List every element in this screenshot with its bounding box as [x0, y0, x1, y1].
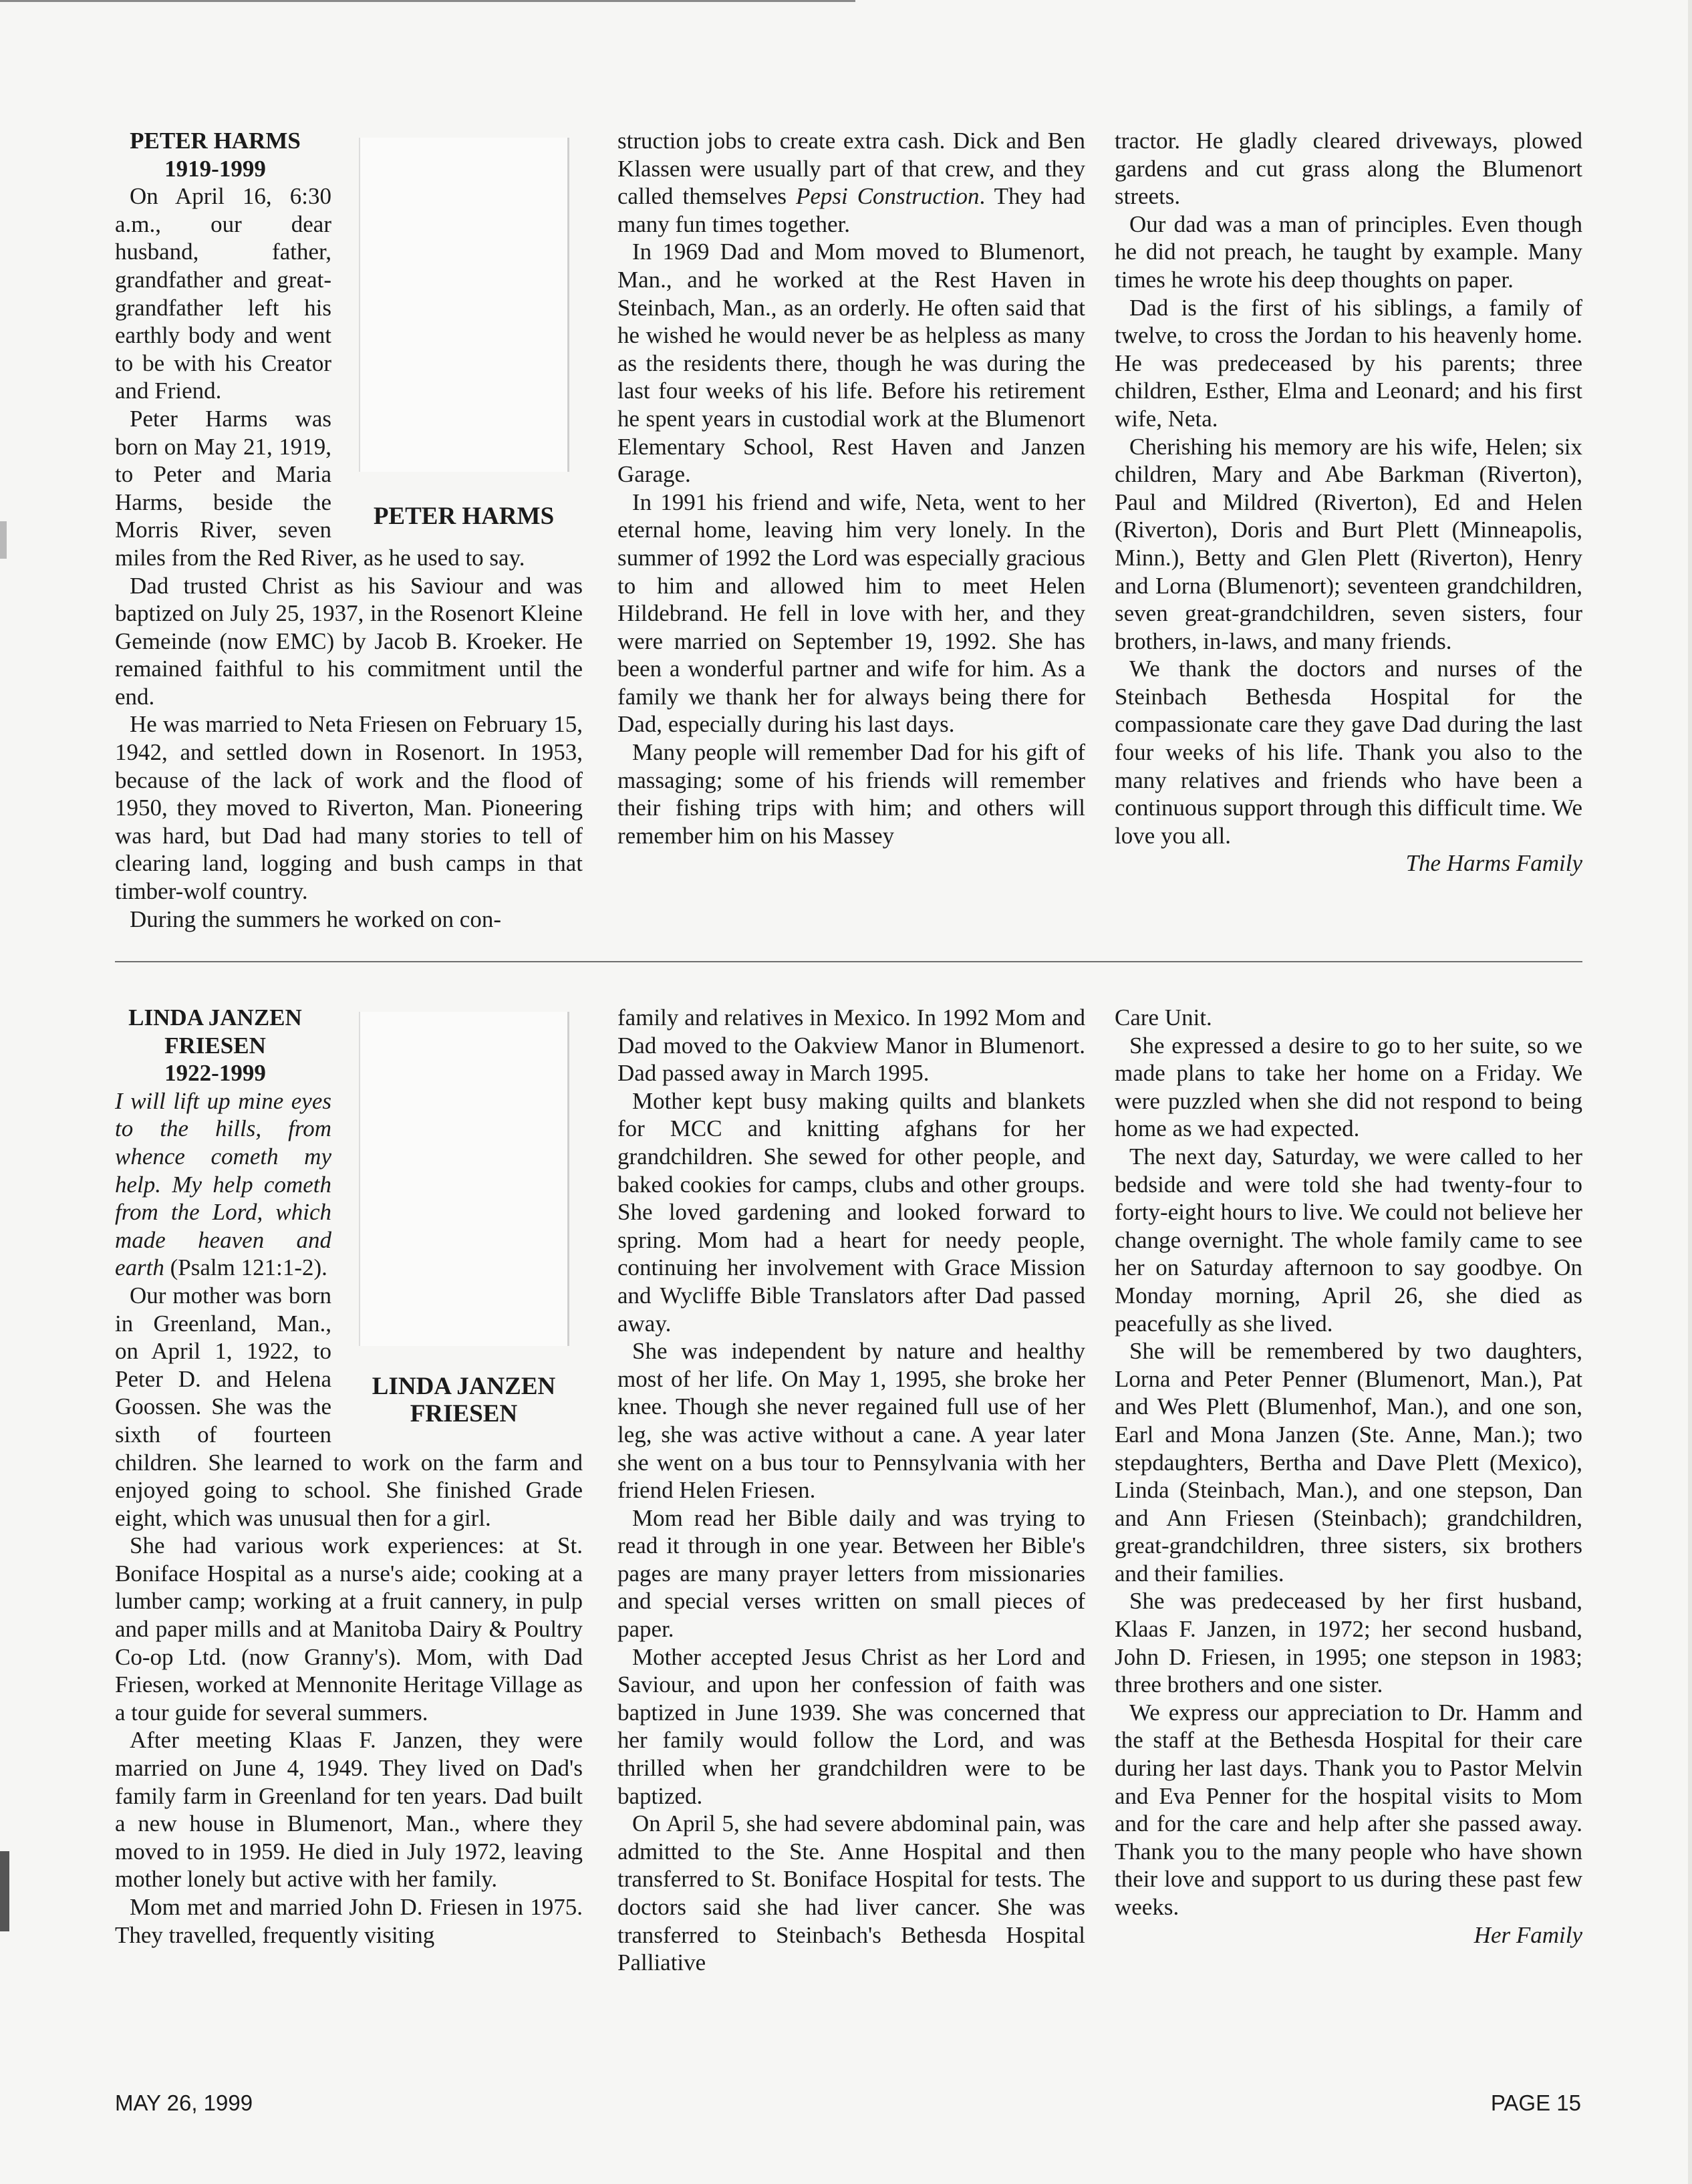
obit1-paragraph-continued: tractor. He gladly cleared driveways, plowed gardens and cut grass along the Blumenort streets. — [1115, 128, 1582, 210]
obit2-verse-reference: (Psalm 121:1-2). — [164, 1254, 327, 1281]
obit2-paragraph: She had various work experiences: at St. Boniface Hospital as a nurse's aide; cooking at a lumber camp; working at a fruit cannery, in pulp and paper mills and at Manitoba Dairy & Poultry Co-op Ltd. (now Granny's). Mom, with Dad Friesen, worked at Mennonite Heritage Village as a tour guide for several summers. — [115, 1532, 583, 1726]
section-divider — [115, 961, 1582, 962]
obit1-name: PETER HARMS — [130, 128, 301, 154]
obit2-paragraph: We express our appreciation to Dr. Hamm and the staff at the Bethesda Hospital for their care during her last days. Thank you to Pastor Melvin and Eva Penner for the hospital visits to Mom and for the care and help after she passed away. Thank you to the many people who have shown their love and support to us during these past few weeks. — [1115, 1699, 1582, 1920]
obit2-paragraph: She expressed a desire to go to her suite, so we made plans to take her home on a Friday. We were puzzled when she did not respond to being home as we had expected. — [1115, 1032, 1582, 1142]
scan-mark — [0, 521, 7, 559]
obit2-verse-text: I will lift up mine eyes to the hills, from whence cometh my help. My help cometh from the Lord, which made heaven and earth — [115, 1087, 331, 1281]
obit1-photo-caption: PETER HARMS — [373, 503, 555, 530]
page-edge-shadow — [1688, 0, 1692, 2184]
obit2-paragraph: She was independent by nature and healthy most of her life. On May 1, 1995, she broke her knee. Though she never regained full use of her leg, she was active without a cane. A year later she went on a bus tour to Pennsylvania with her friend Helen Friesen. — [617, 1338, 1085, 1504]
obit2-column-2 — [617, 1004, 1085, 1977]
obit1-paragraph-continued — [617, 127, 1085, 238]
obit1-paragraph: Our dad was a man of principles. Even though he did not preach, he taught by example. Many times he wrote his deep thoughts on paper. — [1115, 211, 1582, 293]
obit2-paragraph: Mom read her Bible daily and was trying to read it through in one year. Between her Bible's pages are many prayer letters from missionaries and special verses written on small pieces of paper. — [617, 1504, 1085, 1643]
obit2-photo — [345, 1012, 583, 1427]
obit1-paragraph: Dad is the first of his siblings, a family of twelve, to cross the Jordan to his heavenly home. He was predeceased by his parents; three children, Esther, Elma and Leonard; and his first wife, Neta. — [1115, 294, 1582, 432]
top-edge-line — [0, 0, 855, 2]
obit2-photo-caption-line: LINDA JANZEN — [372, 1373, 556, 1400]
obit1-paragraph: We thank the doctors and nurses of the Steinbach Bethesda Hospital for the compassionate care they gave Dad during the last four weeks of his life. Thank you also to the many relatives and friends who have been a continuous support through this difficult time. We love you all. — [1115, 656, 1582, 849]
obit2-paragraph: Our mother was born in Greenland, Man., on April 1, 1922, to Peter D. and Helena Goossen. She was the sixth of fourteen children. She learned to work on the farm and enjoyed going to school. She finished Grade eight, which was unusual then for a girl. — [115, 1282, 583, 1531]
obit1-paragraph: In 1991 his friend and wife, Neta, went to her eternal home, leaving him very lonely. In the summer of 1992 the Lord was especially gracious to him and allowed him to meet Helen Hildebrand. He fell in love with her, and they were married on September 19, 1992. She has been a wonderful partner and wife for him. As a family we thank her for always being there for Dad, especially during his last days. — [617, 489, 1085, 738]
obit2-paragraph: Mother kept busy making quilts and blankets for MCC and knitting afghans for her grandchildren. She sewed for other people, and baked cookies for camps, clubs and other groups. She loved gardening and looked forward to spring. Mom had a heart for needy people, continuing her involvement with Grace Mission and Wycliffe Bible Translators after Dad passed away. — [617, 1087, 1085, 1337]
obit1-text-italic: Pepsi Construction — [795, 183, 980, 210]
obit1-paragraph: Cherishing his memory are his wife, Helen; six children, Mary and Abe Barkman (Riverton), Paul and Mildred (Riverton), Ed and Helen (Riverton), Doris and Burt Plett (Minneapolis, Minn.), Betty and Glen Plett (Riverton), Henry and Lorna (Blumenort); seventeen grandchildren, seven great-grandchildren, seven sisters, four brothers, in-laws, and many friends. — [1115, 433, 1582, 654]
obit2-paragraph: Mother accepted Jesus Christ as her Lord and Saviour, and upon her confession of faith was baptized in June 1939. She was concerned that her family would follow the Lord, and was thrilled when her grandchildren were to be baptized. — [617, 1643, 1085, 1809]
obit1-years: 1919-1999 — [164, 155, 266, 182]
obit2-signature: Her Family — [1473, 1921, 1582, 1948]
obit2-paragraph: Mom met and married John D. Friesen in 1975. They travelled, frequently visiting — [115, 1894, 583, 1948]
obit1-text: . They had many fun times together. — [617, 183, 1085, 237]
footer-page-number: PAGE 15 — [1490, 2090, 1581, 2115]
obit2-paragraph: She was predeceased by her first husband, Klaas F. Janzen, in 1972; her second husband, John D. Friesen, in 1995; one stepson in 1983; three brothers and one sister. — [1115, 1588, 1582, 1698]
obit1-column-2 — [617, 127, 1085, 849]
obit2-paragraph: She will be remembered by two daughters, Lorna and Peter Penner (Blumenort, Man.), Pat and Wes Plett (Blumenhof, Man.), and one son, Earl and Mona Janzen (Ste. Anne, Man.); two stepdaughters, Bertha and Dave Plett (Mexico), Linda (Steinbach, Man.), and one stepson, Dan and Ann Friesen (Steinbach); grandchildren, great-grandchildren, three sisters, six brothers and their families. — [1115, 1338, 1582, 1587]
obit1-paragraph: During the summers he worked on con- — [130, 906, 501, 932]
obit1-column-3 — [1115, 127, 1582, 877]
obit1-paragraph: He was married to Neta Friesen on February 15, 1942, and settled down in Rosenort. In 1953, because of the lack of work and the flood of 1950, they moved to Riverton, Man. Pioneering was hard, but Dad had many stories to tell of clearing land, logging and bush camps in that timber-wolf country. — [115, 711, 583, 905]
obit2-photo-placeholder — [359, 1012, 569, 1346]
obit2-paragraph-continued: family and relatives in Mexico. In 1992 Mom and Dad moved to the Oakview Manor in Blumenort. Dad passed away in March 1995. — [617, 1004, 1085, 1087]
obit1-column-1 — [115, 127, 583, 933]
obit1-photo — [345, 138, 583, 530]
obit2-column-1 — [115, 1004, 583, 1949]
obit1-photo-placeholder — [359, 138, 569, 472]
obit2-photo-caption — [372, 1373, 555, 1427]
obit1-paragraph: Dad trusted Christ as his Saviour and was baptized on July 25, 1937, in the Rosenort Kleine Gemeinde (now EMC) by Jacob B. Kroeker. He remained faithful to his commitment until the end. — [115, 572, 583, 710]
obit2-paragraph: On April 5, she had severe abdominal pain, was admitted to the Ste. Anne Hospital and then transferred to St. Boniface Hospital for tests. The doctors said she had liver cancer. She was transferred to Steinbach's Bethesda Hospital Palliative — [617, 1810, 1085, 1976]
obit1-paragraph: Peter Harms was born on May 21, 1919, to Peter and Maria Harms, beside the Morris River, seven miles from the Red River, as he used to say. — [115, 405, 525, 571]
obit1-signature: The Harms Family — [1405, 850, 1582, 877]
obit1-paragraph: On April 16, 6:30 a.m., our dear husband, father, grandfather and great-grandfather left his earthly body and went to be with his Creator and Friend. — [115, 183, 331, 404]
obit2-paragraph: After meeting Klaas F. Janzen, they were married on June 4, 1949. They lived on Dad's family farm in Greenland for ten years. Dad built a new house in Blumenort, Man., where they moved to in 1959. He died in July 1972, leaving mother lonely but active with her family. — [115, 1727, 583, 1893]
obit1-paragraph: Many people will remember Dad for his gift of massaging; some of his friends will remember their fishing trips with him; and others will remember him on his Massey — [617, 739, 1085, 849]
obit1-text: struction jobs to create extra cash. Dick and Ben Klassen were usually part of that crew, and they called themselves — [617, 128, 1085, 210]
obit2-paragraph: The next day, Saturday, we were called to her bedside and were told she had twenty-four to forty-eight hours to live. We could not believe her change overnight. The whole family came to see her on Saturday afternoon to say goodbye. On Monday morning, April 26, she died as peacefully as she lived. — [1115, 1143, 1582, 1337]
footer-date: MAY 26, 1999 — [115, 2090, 253, 2115]
obituary-linda-janzen-friesen — [115, 1004, 1582, 2060]
obit2-paragraph-continued: Care Unit. — [1115, 1004, 1212, 1031]
obit1-paragraph: In 1969 Dad and Mom moved to Blumenort, Man., and he worked at the Rest Haven in Steinbach, Man., as an orderly. He often said that he wished he would never be as helpless as many as the residents there, though he was during the last four weeks of his life. Before his retirement he spent years in custodial work at the Blumenort Elementary School, Rest Haven and Janzen Garage. — [617, 239, 1085, 488]
obit2-years: 1922-1999 — [164, 1060, 266, 1087]
obituary-peter-harms — [115, 127, 1582, 942]
obit2-name-line: FRIESEN — [164, 1032, 266, 1059]
scan-mark — [0, 1851, 9, 1931]
obit2-photo-caption-line: FRIESEN — [410, 1400, 518, 1427]
obit2-column-3 — [1115, 1004, 1582, 1949]
obit2-name-line: LINDA JANZEN — [128, 1004, 302, 1031]
